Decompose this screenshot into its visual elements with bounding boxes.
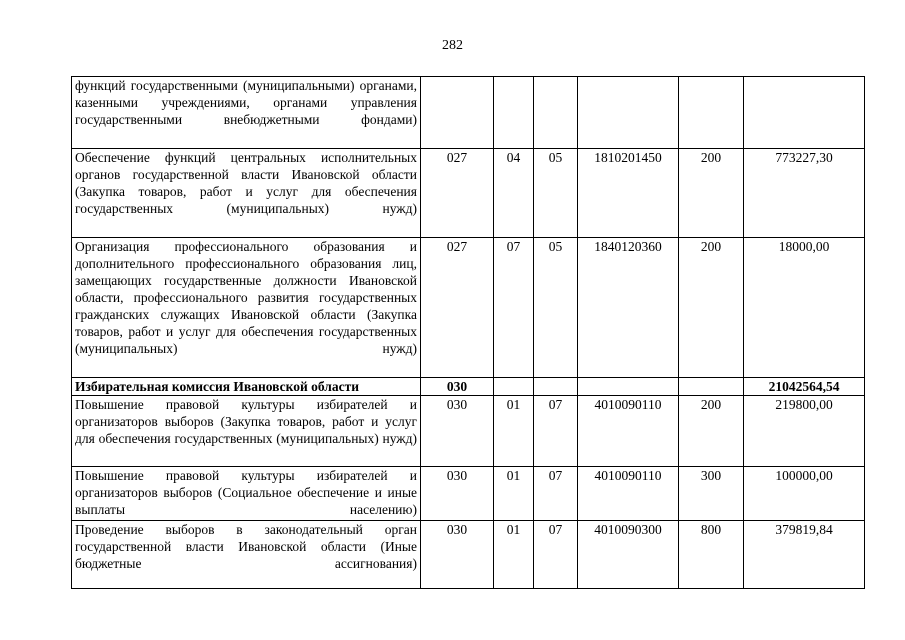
- cell-section: [494, 77, 534, 149]
- cell-target: [578, 378, 679, 396]
- table-row: [72, 77, 865, 149]
- cell-amount: [744, 77, 865, 149]
- cell-amount: 773227,30: [744, 149, 865, 238]
- cell-subsection: 07: [534, 396, 578, 467]
- cell-name: Повышение правовой культуры избирателей и организаторов выборов (Закупка товаров, работ и услуг для обеспечения государственных (муниципальных) нужд): [72, 396, 421, 467]
- cell-name: Избирательная комиссия Ивановской области: [72, 378, 421, 396]
- cell-expense-type: 200: [679, 396, 744, 467]
- cell-target: 1840120360: [578, 238, 679, 378]
- cell-expense-type: 300: [679, 467, 744, 521]
- cell-expense-type: [679, 77, 744, 149]
- cell-subsection: [534, 77, 578, 149]
- cell-amount: 379819,84: [744, 521, 865, 589]
- cell-target: 4010090110: [578, 396, 679, 467]
- cell-ministry: 027: [421, 238, 494, 378]
- cell-section: 04: [494, 149, 534, 238]
- cell-subsection: 07: [534, 521, 578, 589]
- table-row: [72, 378, 865, 396]
- cell-section: [494, 378, 534, 396]
- cell-section: 07: [494, 238, 534, 378]
- cell-target: 4010090110: [578, 467, 679, 521]
- cell-name: Обеспечение функций центральных исполнительных органов государственной власти Ивановской области (Закупка товаров, работ и услуг для обеспечения государственных (муниципальных) нужд): [72, 149, 421, 238]
- cell-expense-type: 200: [679, 149, 744, 238]
- table-row: [72, 396, 865, 467]
- cell-subsection: [534, 378, 578, 396]
- cell-ministry: 030: [421, 378, 494, 396]
- cell-subsection: 07: [534, 467, 578, 521]
- cell-section: 01: [494, 396, 534, 467]
- cell-target: 1810201450: [578, 149, 679, 238]
- cell-section: 01: [494, 521, 534, 589]
- page-number: 282: [442, 38, 463, 53]
- cell-target: 4010090300: [578, 521, 679, 589]
- cell-amount: 219800,00: [744, 396, 865, 467]
- cell-ministry: 030: [421, 521, 494, 589]
- table-row: [72, 149, 865, 238]
- cell-section: 01: [494, 467, 534, 521]
- cell-subsection: 05: [534, 238, 578, 378]
- cell-expense-type: 200: [679, 238, 744, 378]
- cell-target: [578, 77, 679, 149]
- cell-name: Организация профессионального образования и дополнительного профессионального образования лиц, замещающих государственные должности Ивановской области, профессионального развития государственных гражданских служащих Ивановской области (Закупка товаров, работ и услуг для обеспечения государственных (муниципальных) нужд): [72, 238, 421, 378]
- cell-amount: 100000,00: [744, 467, 865, 521]
- cell-expense-type: 800: [679, 521, 744, 589]
- cell-name: Проведение выборов в законодательный орган государственной власти Ивановской области (Иные бюджетные ассигнования): [72, 521, 421, 589]
- cell-name: Повышение правовой культуры избирателей и организаторов выборов (Социальное обеспечение и иные выплаты населению): [72, 467, 421, 521]
- cell-expense-type: [679, 378, 744, 396]
- cell-ministry: 027: [421, 149, 494, 238]
- cell-name: функций государственными (муниципальными) органами, казенными учреждениями, органами управления государственными внебюджетными фондами): [72, 77, 421, 149]
- cell-ministry: 030: [421, 396, 494, 467]
- cell-amount: 21042564,54: [744, 378, 865, 396]
- cell-ministry: [421, 77, 494, 149]
- table-row: [72, 467, 865, 521]
- table-row: [72, 238, 865, 378]
- cell-subsection: 05: [534, 149, 578, 238]
- table-row: [72, 521, 865, 589]
- budget-table: [71, 76, 865, 589]
- cell-ministry: 030: [421, 467, 494, 521]
- cell-amount: 18000,00: [744, 238, 865, 378]
